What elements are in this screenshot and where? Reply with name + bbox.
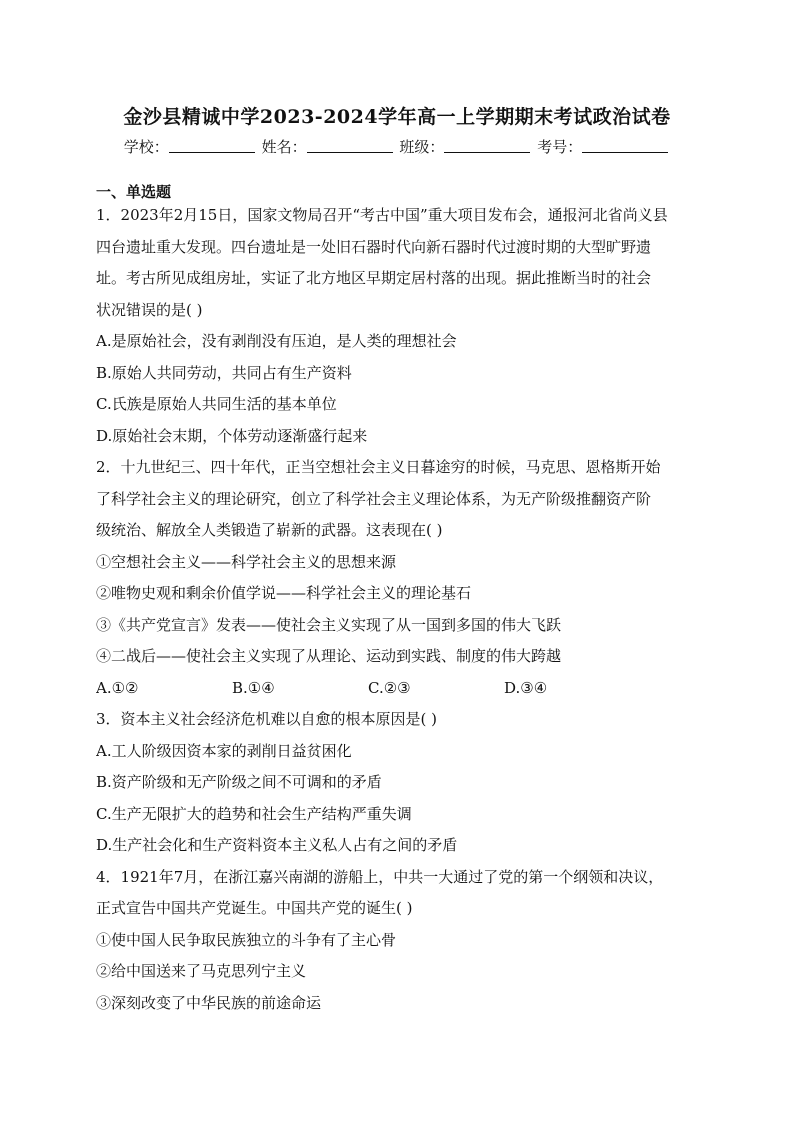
school-blank bbox=[169, 139, 255, 153]
name-label: 姓名： bbox=[261, 138, 307, 156]
statement-item: ③深刻改变了中华民族的前途命运 bbox=[96, 993, 322, 1012]
exam-number-label: 考号： bbox=[537, 138, 583, 156]
question-stem-line: 正式宣告中国共产党诞生。中国共产党的诞生( ) bbox=[96, 899, 413, 917]
school-label: 学校： bbox=[123, 138, 169, 156]
question-stem-line: 4．1921年7月，在浙江嘉兴南湖的游船上，中共一大通过了党的第一个纲领和决议， bbox=[96, 867, 664, 886]
option-c: C.②③ bbox=[368, 678, 411, 697]
question-stem-line: 级统治、解放全人类锻造了崭新的武器。这表现在( ) bbox=[96, 521, 443, 539]
statement-item: ①空想社会主义——科学社会主义的思想来源 bbox=[96, 552, 397, 571]
question-stem-line: 址。考古所见成组房址，实证了北方地区早期定居村落的出现。据此推断当时的社会 bbox=[96, 269, 652, 287]
option-d: D.生产社会化和生产资料资本主义私人占有之间的矛盾 bbox=[96, 836, 458, 854]
class-label: 班级： bbox=[399, 138, 445, 156]
student-info-line bbox=[0, 136, 794, 157]
question-stem-line: 1．2023年2月15日，国家文物局召开“考古中国”重大项目发布会，通报河北省尚义县 bbox=[96, 206, 668, 224]
exam-number-blank bbox=[582, 139, 668, 153]
section-heading: 一、单选题 bbox=[96, 183, 172, 201]
question-2 bbox=[96, 452, 708, 704]
option-b: B.资产阶级和无产阶级之间不可调和的矛盾 bbox=[96, 773, 382, 791]
statement-item: ②唯物史观和剩余价值学说——科学社会主义的理论基石 bbox=[96, 584, 472, 602]
option-row bbox=[96, 673, 708, 705]
option-c: C.生产无限扩大的趋势和社会生产结构严重失调 bbox=[96, 804, 412, 823]
option-b: B.原始人共同劳动，共同占有生产资料 bbox=[96, 363, 352, 382]
option-a: A.工人阶级因资本家的剥削日益贫困化 bbox=[96, 741, 352, 760]
option-c: C.氏族是原始人共同生活的基本单位 bbox=[96, 395, 337, 413]
question-4 bbox=[96, 862, 708, 1020]
option-a: A.是原始社会，没有剥削没有压迫，是人类的理想社会 bbox=[96, 332, 457, 350]
name-blank bbox=[307, 139, 393, 153]
question-3 bbox=[96, 704, 708, 862]
statement-item: ①使中国人民争取民族独立的斗争有了主心骨 bbox=[96, 930, 397, 949]
question-stem-line: 了科学社会主义的理论研究，创立了科学社会主义理论体系，为无产阶级推翻资产阶 bbox=[96, 489, 652, 508]
question-stem-line: 状况错误的是( ) bbox=[96, 300, 203, 319]
statement-item: ④二战后——使社会主义实现了从理论、运动到实践、制度的伟大跨越 bbox=[96, 647, 562, 665]
question-stem-line: 四台遗址重大发现。四台遗址是一处旧石器时代向新石器时代过渡时期的大型旷野遗 bbox=[96, 237, 652, 256]
statement-item: ②给中国送来了马克思列宁主义 bbox=[96, 962, 307, 980]
question-1 bbox=[96, 200, 708, 452]
option-a: A.①② bbox=[96, 678, 139, 697]
class-blank bbox=[444, 139, 530, 153]
questions bbox=[96, 200, 708, 1019]
question-stem-line: 3．资本主义社会经济危机难以自愈的根本原因是( ) bbox=[96, 710, 438, 728]
option-d: D.③④ bbox=[504, 678, 548, 697]
question-stem-line: 2．十九世纪三、四十年代，正当空想社会主义日暮途穷的时候，马克思、恩格斯开始 bbox=[96, 458, 661, 476]
statement-item: ③《共产党宣言》发表——使社会主义实现了从一国到多国的伟大飞跃 bbox=[96, 615, 562, 634]
option-b: B.①④ bbox=[232, 678, 275, 697]
exam-title: 金沙县精诚中学2023-2024学年高一上学期期末考试政治试卷 bbox=[123, 106, 671, 128]
option-d: D.原始社会末期，个体劳动逐渐盛行起来 bbox=[96, 426, 368, 445]
